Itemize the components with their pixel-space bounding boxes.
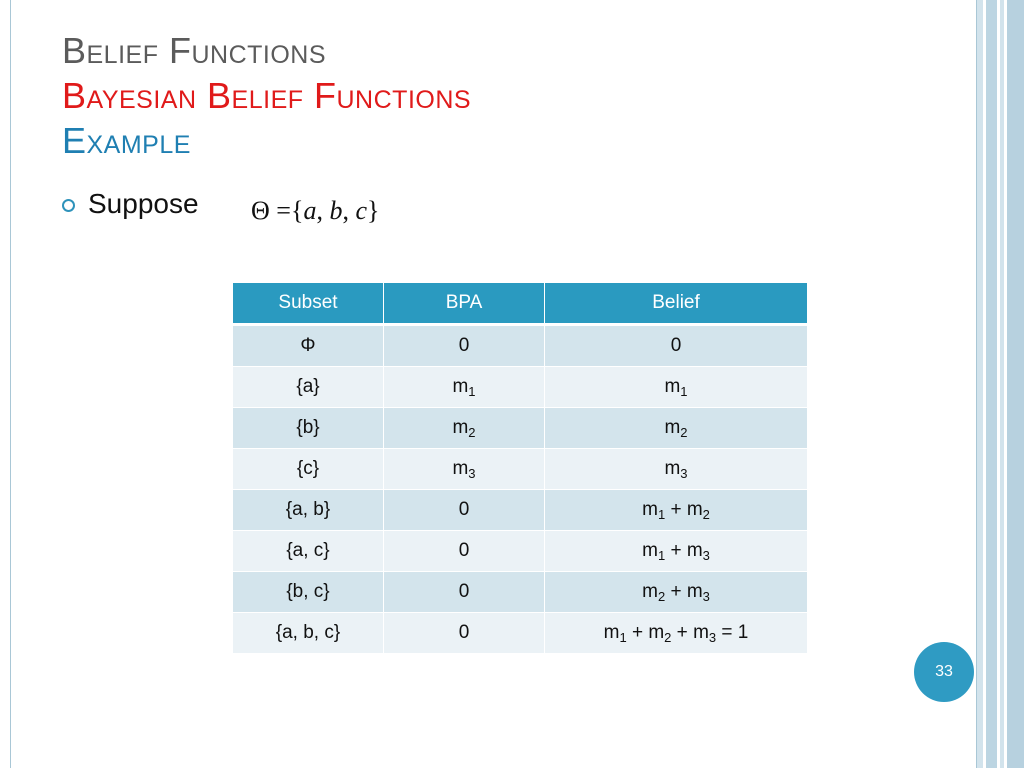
formula-theta: Θ xyxy=(251,196,270,225)
theta-formula xyxy=(251,196,379,226)
title-line-1: Belief Functions xyxy=(62,30,327,71)
formula-sep-1: , xyxy=(316,196,330,225)
table-row xyxy=(233,572,807,613)
formula-open-brace: { xyxy=(290,196,304,225)
cell-belief: $m_2 + m_3$ xyxy=(545,572,808,613)
table-row xyxy=(233,449,807,490)
cell-subset: {b} xyxy=(233,408,384,449)
cell-subset: {a, b, c} xyxy=(233,613,384,654)
table-row xyxy=(233,325,807,367)
cell-bpa: 0 xyxy=(384,572,545,613)
cell-belief: $m_2$ xyxy=(545,408,808,449)
cell-belief: $m_1 + m_2$ xyxy=(545,490,808,531)
header-belief: Belief xyxy=(545,283,808,325)
cell-subset: {c} xyxy=(233,449,384,490)
cell-belief: $m_1$ xyxy=(545,367,808,408)
table-row xyxy=(233,490,807,531)
table-row xyxy=(233,531,807,572)
formula-equals: = xyxy=(276,196,291,225)
formula-a: a xyxy=(303,196,317,225)
cell-subset: {a, c} xyxy=(233,531,384,572)
table-header-row xyxy=(233,283,807,325)
cell-bpa: 0 xyxy=(384,613,545,654)
cell-bpa: $m_3$ xyxy=(384,449,545,490)
bullet-item xyxy=(62,188,199,220)
title-line-2: Bayesian Belief Functions xyxy=(62,75,472,116)
formula-b: b xyxy=(329,196,343,225)
table-row xyxy=(233,367,807,408)
cell-bpa: 0 xyxy=(384,325,545,367)
decorative-edge-bars xyxy=(977,0,1024,768)
bullet-text: Suppose xyxy=(88,188,199,219)
bpa-table xyxy=(233,283,807,654)
title-line-3: Example xyxy=(62,120,191,161)
formula-c: c xyxy=(355,196,367,225)
cell-subset: {b, c} xyxy=(233,572,384,613)
cell-bpa: 0 xyxy=(384,490,545,531)
header-bpa: BPA xyxy=(384,283,545,325)
cell-belief: 0 xyxy=(545,325,808,367)
cell-subset: Φ xyxy=(233,325,384,367)
cell-belief: $m_3$ xyxy=(545,449,808,490)
table-row xyxy=(233,613,807,654)
cell-bpa: $m_2$ xyxy=(384,408,545,449)
cell-bpa: 0 xyxy=(384,531,545,572)
cell-subset: {a, b} xyxy=(233,490,384,531)
formula-sep-2: , xyxy=(342,196,356,225)
header-subset: Subset xyxy=(233,283,384,325)
cell-belief: $m_1 + m_2 + m_3 = 1$ xyxy=(545,613,808,654)
cell-belief: $m_1 + m_3$ xyxy=(545,531,808,572)
table-row xyxy=(233,408,807,449)
cell-subset: {a} xyxy=(233,367,384,408)
cell-bpa: $m_1$ xyxy=(384,367,545,408)
page-number-badge: 33 xyxy=(914,642,974,702)
slide-title xyxy=(62,28,471,163)
formula-close-brace: } xyxy=(366,196,380,225)
bullet-ring-icon xyxy=(62,199,75,212)
